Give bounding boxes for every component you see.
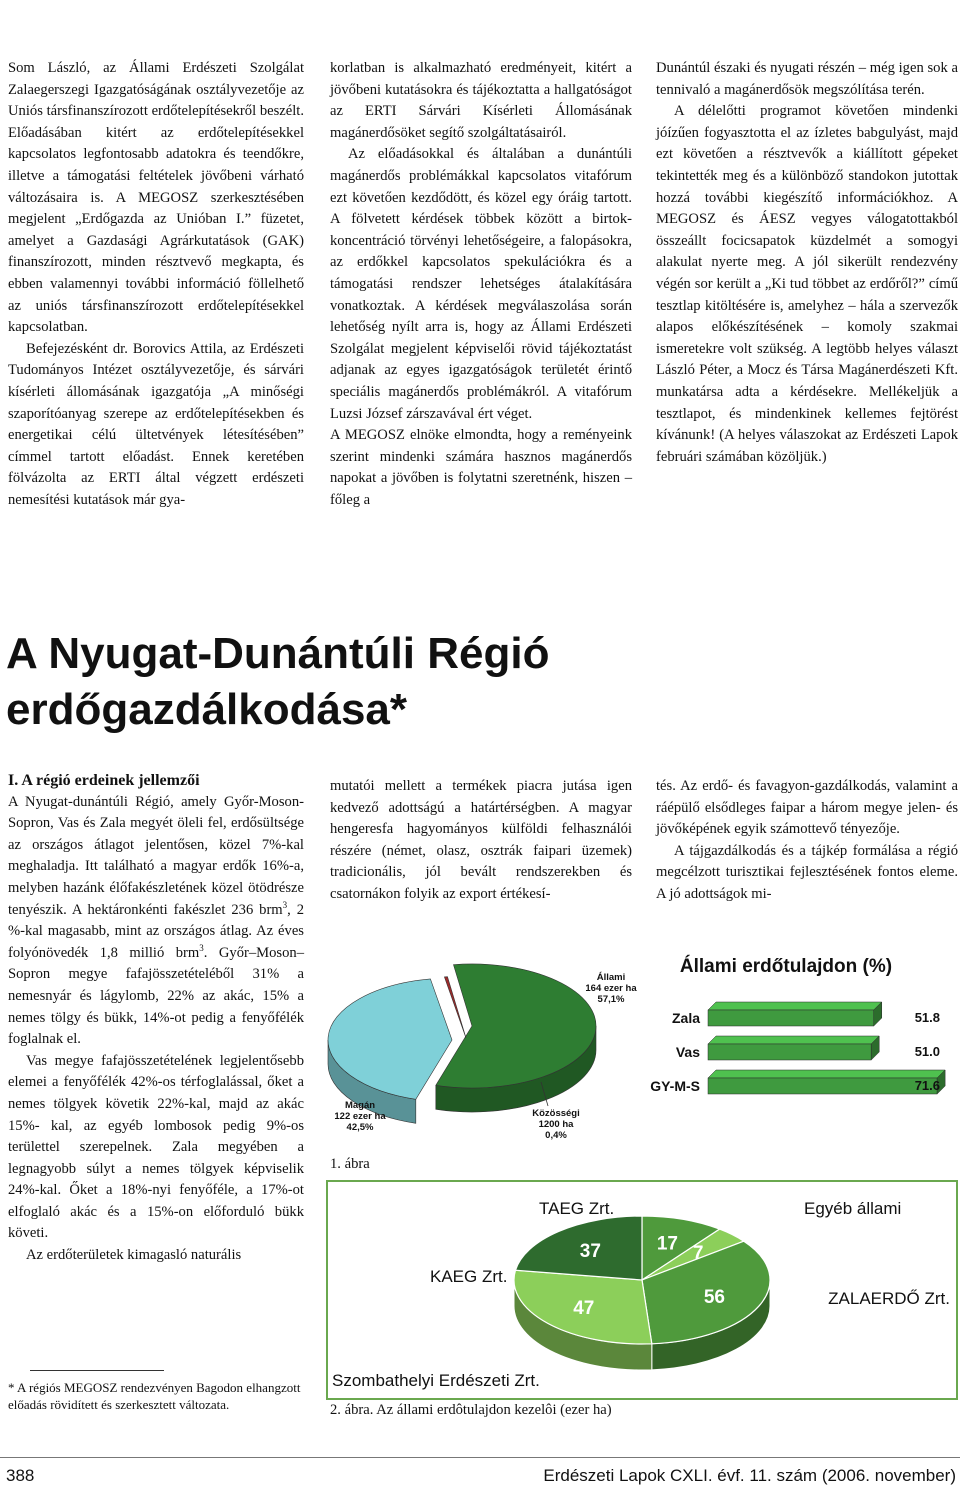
footnote-rule — [30, 1370, 164, 1371]
bar-top — [708, 1002, 882, 1010]
paragraph: A Nyugat-dunántúli Régió, amely Győr-Moson-Sopron, Vas és Zala megyét öleli fel, erdősültsége az országos átlagot jelentősen, közel 7%-kal meghaladja. Itt található a magyar erdők 16%-a, melyben hazánk élőfakészletének közel ötödrésze tenyészik. A hektáronkénti fakészlet 236 brm$^3$, 2 %-kal magasabb, mint az országos átlag. Az éves folyónövedék 1,8 millió brm$^3$. Győr–Moson–Sopron megye fafajösszetételéből 31% a nemesnyár és lágylomb, 22% az akác, 15% a nemes tölgy és bükk, 14%-ot pedig a fenyőfélék foglalnak el. — [8, 793, 305, 1048]
paragraph: korlatban is alkalmazható eredményeit, kitért a jövőbeni kutatásokra és tájékoztatta a hallgatóságot az ERTI Sárvári Kísérleti Állomásának magánerdősöket segítő szolgáltatásairól. — [330, 60, 632, 141]
footnote — [8, 1380, 308, 1413]
magan-label: 42,5% — [346, 1122, 374, 1133]
bar-category-label: Zala — [671, 1010, 700, 1026]
slice-value-label: 47 — [573, 1297, 595, 1319]
manager-label: TAEG Zrt. — [539, 1199, 615, 1218]
bar-gy-m-s — [708, 1078, 937, 1094]
paragraph: tés. Az erdő- és favagyon-gazdálkodás, valamint a ráépülő elsődleges faipar a három megye jelen- és jövőképének egyik számottevő tényezője. — [656, 778, 958, 838]
paragraph: A tájgazdálkodás és a tájkép formálása a régió megcélzott turisztikai fejlesztésének fontos eleme. A jó adottságok mi- — [656, 842, 958, 902]
manager-label: ZALAERDŐ Zrt. — [828, 1289, 950, 1308]
article-title: A Nyugat-Dunántúli Régió erdőgazdálkodása* — [6, 629, 550, 734]
paragraph: A MEGOSZ elnöke elmondta, hogy a reményeink szerint mindenki számára hasznos magánerdős napokat a jövőben is folytatni szeretnénk, hiszen – főleg a — [330, 427, 632, 508]
kozossegi-label: Közösségi — [532, 1108, 580, 1119]
slice-kaeg-zrt- — [516, 1216, 642, 1280]
allami-label: Állami — [596, 972, 626, 983]
top-column-2 — [330, 58, 632, 511]
top-column-1 — [8, 58, 304, 511]
paragraph: mutatói mellett a termékek piacra jutása igen kedvező adottságú a határtérségben. A magyar hengeresfa hagyományos külföldi felhasználói részére (német, olasz, osztrák faipari üzemek) tradicionális, jól bevált rendszerekben és csatornákon folyik az export értékesí- — [330, 778, 632, 902]
manager-label: KAEG Zrt. — [430, 1267, 508, 1286]
paragraph: Befejezésként dr. Borovics Attila, az Erdészeti Tudományos Intézet osztályvezetője, és sárvári kísérleti állomásának igazgatója „A minőségi szaporítóanyag szerepe az erdőtelepítésekben és energetikai célú ültetvények létesítésében” címmel tartott előadást. Ennek keretében fölvázolta az ERTI által végzett erdészeti nemesítési kutatások már gya- — [8, 340, 304, 508]
paragraph: Vas megye fafajösszetételének legjelentősebb elemei a fenyőfélék 42%-os térfoglalással, őket a nemes tölgyek követik 22%-kal, majd az akác 15%- kal, az egyéb lombosok pedig 9%-os területtel szerepelnek. Zala megyében a legnagyobb súlyt a nemes tölgyek képviselik 24%-kal. Őket a 18%-nyi fenyőféle, a 17%-ot elfoglaló akác és a 15%-on előforduló bükk követi. — [8, 1052, 304, 1242]
bar-value-label: 71.6 — [914, 1078, 940, 1093]
paragraph: Dunántúl északi és nyugati részén – még igen sok a tennivaló a magánerdősök megszólítása terén. — [656, 60, 958, 98]
paragraph: Az előadásokkal és általában a dunántúli magánerdős problémákkal kapcsolatos vitafórum ezt követően kezdődött, és közel egy óráig tartott. A fölvetett kérdések többek között a birtok-koncentráció törvényi lehetőségeire, a falopásokra, az erdőkkel kapcsolatos spekulációkra és a támogatási rendszer lehetséges átalakítására vonatkoztak. A kérdések megválaszolása során lehetőség nyílt arra is, hogy az Állami Erdészeti Szolgálat megjelent képviselői rövid tájékoztatást adjanak az egyes igazgatóságok területét érintő speciális magánerdős problémákról. A vitafórum Luzsi József zárszavával ért véget. — [330, 146, 632, 422]
section-heading: I. A régió erdeinek jellemzői — [8, 772, 200, 789]
bar-zala — [708, 1010, 874, 1026]
kozossegi-label: 1200 ha — [538, 1119, 574, 1130]
state-managers-pie-chart — [514, 1216, 770, 1370]
footnote-text: A régiós MEGOSZ rendezvényen Bagodon elhangzott előadás rövidített és szerkesztett változata. — [8, 1380, 301, 1412]
figure-1-chart — [326, 932, 958, 1154]
journal-reference: Erdészeti Lapok CXLI. évf. 11. szám (2006. november) — [543, 1466, 956, 1485]
bar-vas — [708, 1044, 871, 1060]
paragraph: Az erdőterületek kimagasló naturális — [26, 1247, 242, 1264]
figure-2-caption: 2. ábra. Az állami erdôtulajdon kezelôi (ezer ha) — [330, 1402, 612, 1418]
bar-value-label: 51.8 — [914, 1010, 940, 1025]
bar-value-label: 51.0 — [914, 1044, 940, 1059]
bottom-column-1 — [8, 770, 304, 1267]
figure-2-chart — [326, 1180, 958, 1400]
top-column-3 — [656, 58, 958, 468]
bottom-column-2 — [330, 776, 632, 906]
slice-value-label: 7 — [692, 1242, 704, 1264]
allami-label: 57,1% — [597, 994, 625, 1005]
page-number: 388 — [6, 1466, 35, 1485]
figure-1-caption: 1. ábra — [330, 1156, 370, 1172]
bar-category-label: GY-M-S — [650, 1078, 700, 1094]
slice-value-label: 17 — [656, 1233, 678, 1255]
allami-label: 164 ezer ha — [585, 983, 637, 994]
slice-value-label: 56 — [703, 1287, 725, 1309]
bar-top — [708, 1036, 879, 1044]
footer-rule — [0, 1457, 960, 1458]
magan-label: 122 ezer ha — [334, 1111, 386, 1122]
kozossegi-label: 0,4% — [545, 1130, 567, 1141]
slice-value-label: 37 — [579, 1240, 601, 1262]
manager-label: Szombathelyi Erdészeti Zrt. — [332, 1371, 540, 1390]
paragraph: Som László, az Állami Erdészeti Szolgálat Zalaegerszegi Igazgatóságának osztályvezetője az Uniós társfinanszírozott erdőtelepítésekről beszélt. Előadásában kitért az erdőtelepítésekkel kapcsolatos legfontosabb adatokra és teendőkre, illetve a támogatási feltételek jövőbeni várható változásaira is. A MEGOSZ szerkesztésében megjelent „Erdőgazda az Unióban I.” füzetet, amelyet a Gazdasági Agrárkutatások (GAK) finanszírozott, minden résztvevő megkapta, és ebben valamennyi további információ föllelhető az uniós társfinanszírozott erdőtelepítésekkel kapcsolatban. — [8, 60, 304, 336]
paragraph: A délelőtti programot követően mindenki jóízűen fogyasztotta el az ízletes babgulyást, majd ezt követően a résztvevők a kiállított gépeket tekintették meg és a különböző standokon jutottak hozzá további kiegészítő információkhoz. A MEGOSZ és ÁESZ vegyes válogatottakból összeállt focicsapatok küzdelmét a somogyi alakulat nyerte meg. A jól sikerült rendezvény végén sor került a „Ki tud többet az erdőről?” című tesztlap kitöltésére is, amelyhez – hála a szervezők alapos előkészítésének – komoly szakmai ismeretekre volt szükség. A legtöbb helyes választ László Péter, a Mocz és Társa Magánerdészeti Kft. munkatársa adta a kérdésekre. Mellékeljük a tesztlapot, és mindenkinek kellemes fejtörést kívánunk! (A helyes válaszokat az Erdészeti Lapok februári számában közöljük.) — [656, 103, 958, 465]
bar-category-label: Vas — [675, 1044, 700, 1060]
manager-label: Egyéb állami — [804, 1199, 902, 1218]
bar-top — [708, 1070, 945, 1078]
bottom-column-3 — [656, 776, 958, 906]
footnote-marker: * — [8, 1380, 15, 1395]
state-ownership-bar-chart — [650, 1002, 945, 1094]
bar-chart-title: Állami erdőtulajdon (%) — [679, 956, 893, 977]
magan-label: Magán — [344, 1100, 376, 1111]
